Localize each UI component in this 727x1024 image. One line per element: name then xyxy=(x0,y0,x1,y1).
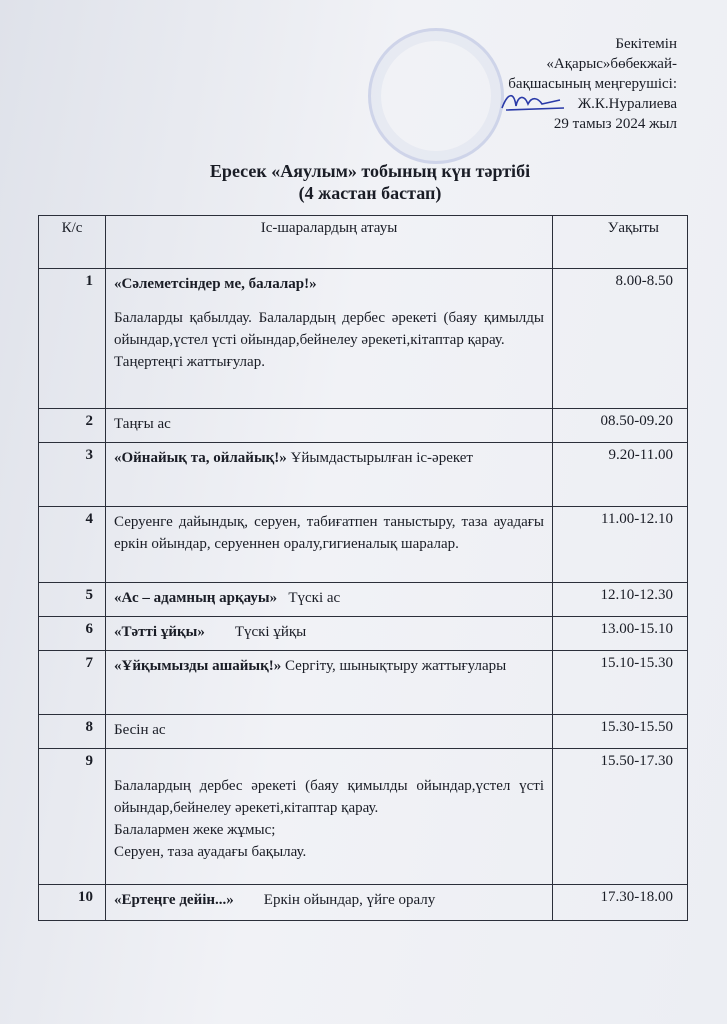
row-time: 8.00-8.50 xyxy=(553,269,688,409)
row-time: 12.10-12.30 xyxy=(553,583,688,617)
row-number: 10 xyxy=(39,885,106,921)
row-number: 3 xyxy=(39,443,106,507)
table-row xyxy=(39,583,688,617)
table-header-row xyxy=(39,216,688,269)
table-row xyxy=(39,409,688,443)
approval-line-2: «Ақарыс»бөбекжай- xyxy=(546,56,677,72)
table-row xyxy=(39,749,688,885)
activity-detail: Балалармен жеке жұмыс; xyxy=(114,822,276,838)
activity-detail: Таңертеңгі жаттығулар. xyxy=(114,354,265,370)
signature-icon xyxy=(498,86,568,116)
row-time: 11.00-12.10 xyxy=(553,507,688,583)
approval-line-1: Бекітемін xyxy=(615,36,677,52)
table-row xyxy=(39,507,688,583)
approval-signature-line xyxy=(508,94,677,114)
row-time: 9.20-11.00 xyxy=(553,443,688,507)
row-time: 15.10-15.30 xyxy=(553,651,688,715)
row-time: 08.50-09.20 xyxy=(553,409,688,443)
row-activity xyxy=(106,269,553,409)
table-row xyxy=(39,885,688,921)
activity-title: «Ас – адамның арқауы» xyxy=(114,590,278,606)
row-time: 15.50-17.30 xyxy=(553,749,688,885)
activity-detail: Балалардың дербес әрекеті (баяу қимылды ойындар,үстел үсті ойындар,бейнелеу әрекеті,кітаптар қарау. xyxy=(114,778,544,816)
schedule-table xyxy=(38,215,688,921)
row-time: 17.30-18.00 xyxy=(553,885,688,921)
official-stamp xyxy=(368,28,504,164)
activity-text: Серуенге дайындық, серуен, табиғатпен таныстыру, таза ауадағы еркін ойындар, серуеннен оралу,гигиеналық шаралар. xyxy=(114,514,548,552)
table-row xyxy=(39,651,688,715)
table-row xyxy=(39,617,688,651)
activity-text: Бесін ас xyxy=(114,722,166,738)
activity-text: Ұйымдастырылған іс-әрекет xyxy=(286,450,473,466)
row-activity xyxy=(106,443,553,507)
header-activity: Іс-шаралардың атауы xyxy=(106,216,553,269)
approval-name: Ж.К.Нуралиева xyxy=(577,96,677,112)
row-number: 4 xyxy=(39,507,106,583)
approval-date: 29 тамыз 2024 жыл xyxy=(553,116,677,132)
header-time: Уақыты xyxy=(553,216,688,269)
row-activity xyxy=(106,409,553,443)
header-no: К/с xyxy=(39,216,106,269)
row-activity xyxy=(106,715,553,749)
activity-title: «Тәтті ұйқы» xyxy=(114,624,205,640)
activity-detail: Серуен, таза ауадағы бақылау. xyxy=(114,844,307,860)
row-number: 1 xyxy=(39,269,106,409)
activity-text: Сергіту, шынықтыру жаттығулары xyxy=(281,658,507,674)
row-activity xyxy=(106,749,553,885)
table-row xyxy=(39,443,688,507)
activity-title: «Ойнайық та, ойлайық!» xyxy=(114,450,287,466)
row-activity xyxy=(106,617,553,651)
activity-title: «Ұйқымызды ашайық!» xyxy=(114,658,282,674)
title-line-2: (4 жастан бастап) xyxy=(298,183,442,203)
row-number: 2 xyxy=(39,409,106,443)
row-activity xyxy=(106,583,553,617)
row-time: 13.00-15.10 xyxy=(553,617,688,651)
activity-text: Түскі ас xyxy=(277,590,341,606)
row-activity xyxy=(106,507,553,583)
title-line-1: Ересек «Аяулым» тобының күн тәртібі xyxy=(209,161,531,181)
row-number: 6 xyxy=(39,617,106,651)
row-time: 15.30-15.50 xyxy=(553,715,688,749)
table-row xyxy=(39,269,688,409)
table-row xyxy=(39,715,688,749)
activity-title: «Сәлеметсіндер ме, балалар!» xyxy=(114,276,317,292)
activity-text: Еркін ойындар, үйге оралу xyxy=(233,892,436,908)
row-number: 5 xyxy=(39,583,106,617)
row-activity xyxy=(106,885,553,921)
row-activity xyxy=(106,651,553,715)
row-number: 9 xyxy=(39,749,106,885)
row-number: 7 xyxy=(39,651,106,715)
approval-line-3: бақшасының меңгерушісі: xyxy=(508,76,677,92)
page-title xyxy=(120,160,620,204)
activity-detail: Балаларды қабылдау. Балалардың дербес әрекеті (баяу қимылды ойындар,үстел үсті ойындар,бейнелеу әрекеті,кітаптар қарау. xyxy=(114,310,544,348)
approval-block xyxy=(508,34,677,134)
row-number: 8 xyxy=(39,715,106,749)
activity-text: Таңғы ас xyxy=(114,416,171,432)
activity-title: «Ертеңге дейін...» xyxy=(114,892,234,908)
activity-text: Түскі ұйқы xyxy=(204,624,307,640)
